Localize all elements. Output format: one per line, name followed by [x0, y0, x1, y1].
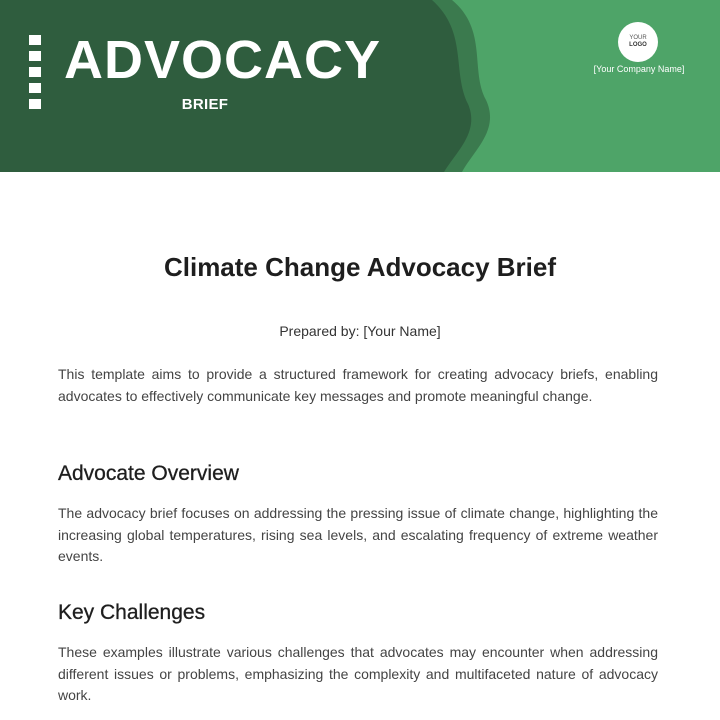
company-name: [Your Company Name] — [593, 64, 685, 74]
intro-paragraph: This template aims to provide a structured framework for creating advocacy briefs, enabling advocates to effectively communicate key messages and promote meaningful change. — [58, 366, 658, 404]
decorative-bars — [29, 35, 41, 115]
company-logo — [618, 22, 658, 62]
header-banner — [0, 0, 720, 172]
decorative-bar — [29, 67, 41, 77]
decorative-bar — [29, 51, 41, 61]
decorative-bar — [29, 83, 41, 93]
logo-line-1: YOUR — [629, 35, 647, 41]
brand-title: ADVOCACY — [64, 30, 382, 90]
document-title: Climate Change Advocacy Brief — [163, 252, 557, 282]
decorative-bar — [29, 35, 41, 45]
decorative-bar — [29, 99, 41, 109]
section-body-key-challenges: These examples illustrate various challenges that advocates may encounter when addressing different issues or problems, emphasizing the complexity and multifaceted nature of advocacy work. — [58, 644, 658, 703]
section-heading-key-challenges: Key Challenges — [58, 601, 206, 624]
prepared-by: Prepared by: [Your Name] — [279, 323, 441, 339]
logo-line-2: LOGO — [629, 42, 647, 48]
section-body-advocate-overview: The advocacy brief focuses on addressing the pressing issue of climate change, highlighting the increasing global temperatures, rising sea levels, and escalating frequency of extreme weather events. — [58, 505, 658, 564]
brand-subtitle: BRIEF — [181, 96, 229, 113]
section-heading-advocate-overview: Advocate Overview — [58, 462, 239, 485]
